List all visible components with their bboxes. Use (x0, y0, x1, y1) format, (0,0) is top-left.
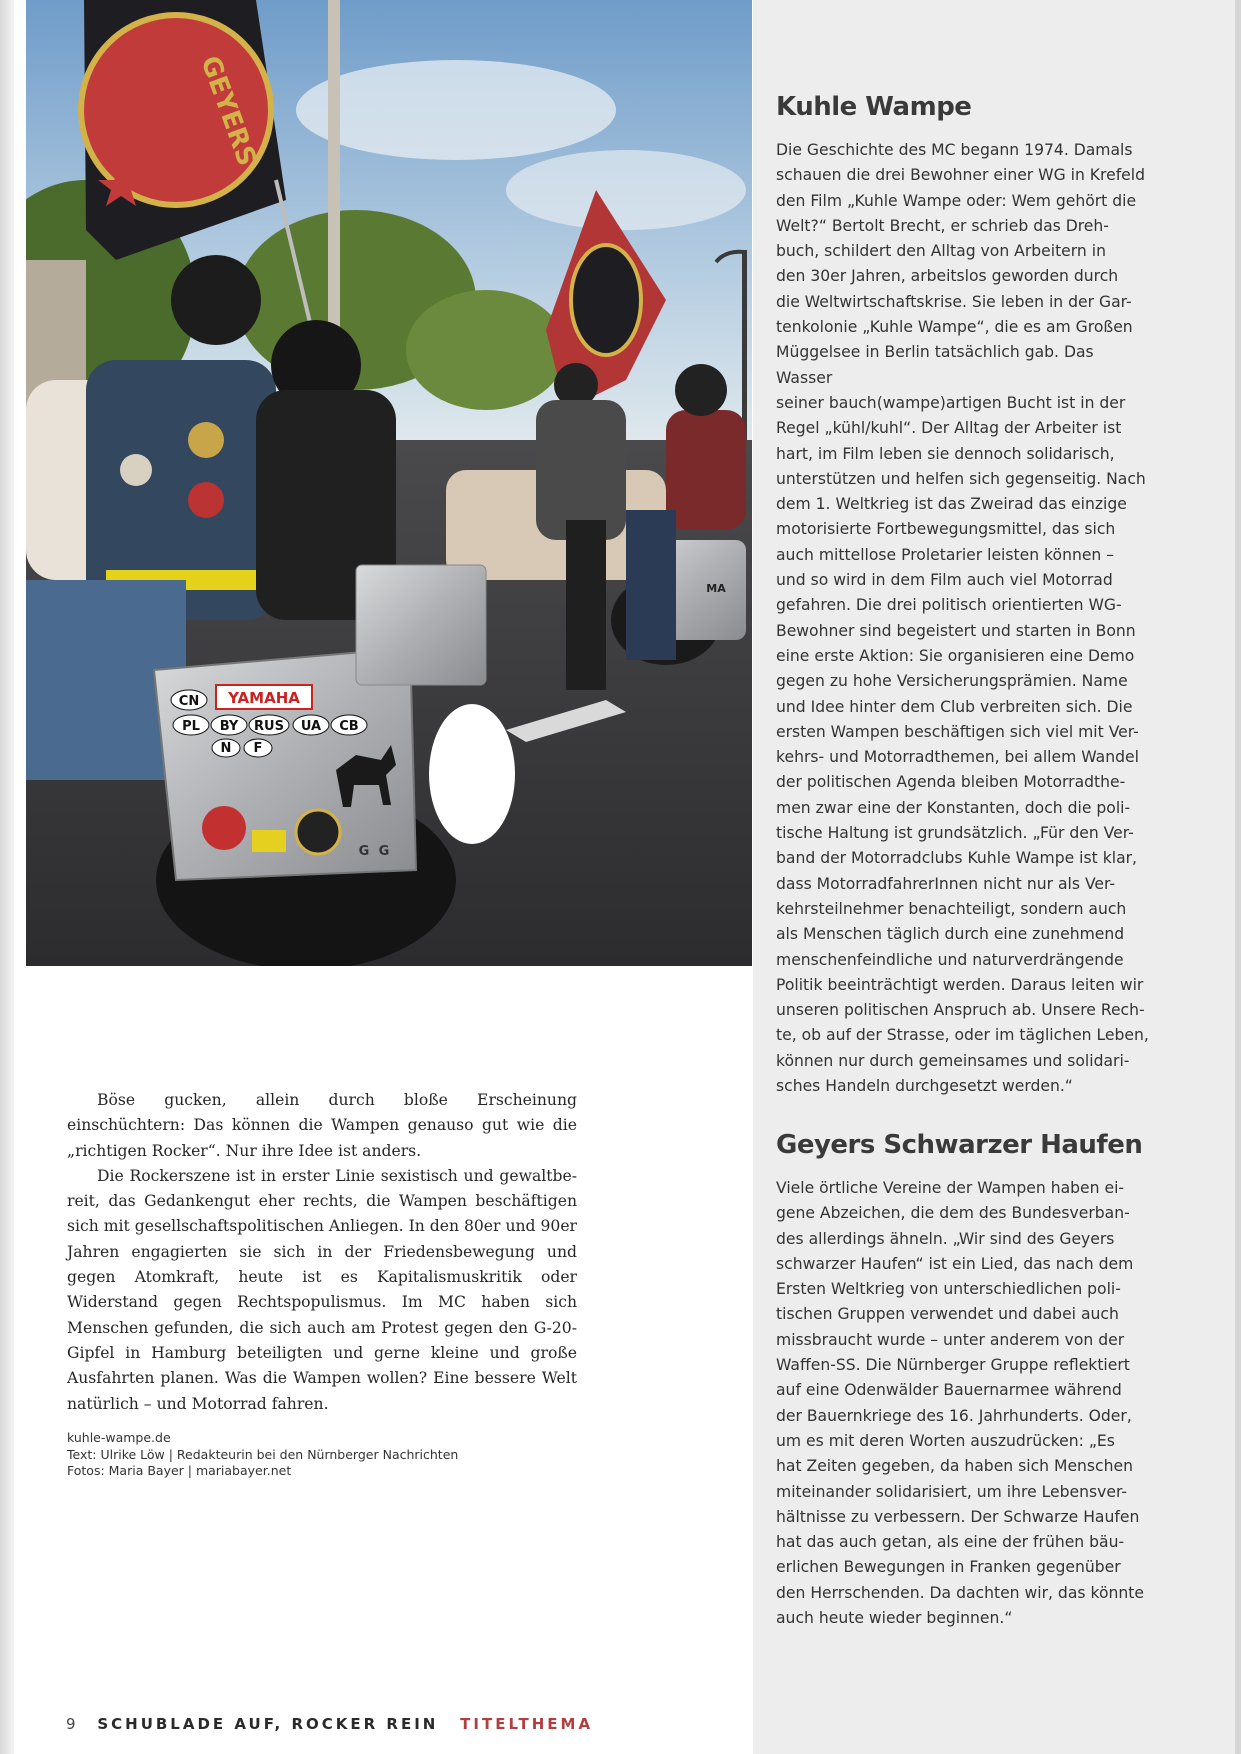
sidebar-line: sches Handeln durchgesetzt werden.“ (776, 1076, 1073, 1095)
box-sticker-g: G (378, 844, 390, 859)
pannier-lid (356, 565, 486, 685)
sidebar-edge (1235, 0, 1241, 1754)
sidebar-line: te, ob auf der Strasse, oder im täglichen Leben, (776, 1026, 1149, 1045)
rider-right-legs (626, 510, 676, 660)
box-sticker-yamaha: YAMAHA (228, 689, 300, 707)
rider-front-helmet (171, 255, 261, 345)
sidebar-line: gene Abzeichen, die dem des Bundesverban- (776, 1204, 1130, 1223)
sidebar-line: seiner bauch(wampe)artigen Bucht ist in der (776, 393, 1126, 412)
box-sticker (202, 806, 246, 850)
sidebar-line: dem 1. Weltkrieg ist das Zweirad das einzige (776, 495, 1127, 514)
sidebar-line: tischen Gruppen verwendet und dabei auch (776, 1305, 1119, 1324)
box-sticker-by: BY (219, 719, 239, 734)
sidebar-line: den Film „Kuhle Wampe oder: Wem gehört die (776, 191, 1137, 210)
sidebar-line: unseren politischen Anspruch ab. Unsere Rech- (776, 1001, 1145, 1020)
article-paragraph: Böse gucken, allein durch bloße Erscheinung einschüchtern: Das können die Wampen genauso gut wie die „richtigen Rocker“. Nur ihre Idee ist anders. (67, 1091, 577, 1160)
sidebar-line: motorisierte Fortbewegungsmittel, das sich (776, 520, 1116, 539)
credit-photos: Fotos: Maria Bayer | mariabayer.net (67, 1463, 292, 1478)
page-footer (66, 1715, 593, 1733)
sidebar-line: unterstützen und helfen sich gegenseitig. Nach (776, 469, 1146, 488)
sidebar-line: der politischen Agenda bleiben Motorradthe- (776, 773, 1126, 792)
sidebar-line: können nur durch gemeinsames und solidari- (776, 1051, 1130, 1070)
sidebar-line: schauen die drei Bewohner einer WG in Krefeld (776, 166, 1146, 185)
sidebar-line: um es mit deren Worten auszudrücken: „Es (776, 1431, 1115, 1450)
sidebar-heading-geyers: Geyers Schwarzer Haufen (776, 1130, 1143, 1160)
sidebar-line: hart, im Film leben sie dennoch solidarisch, (776, 444, 1115, 463)
sidebar-line: buch, schildert den Alltag von Arbeitern in (776, 242, 1106, 261)
sidebar-line: und so wird in dem Film auch viel Motorrad (776, 571, 1113, 590)
sidebar-line: band der Motorradclubs Kuhle Wampe ist klar, (776, 849, 1138, 868)
sidebar-line: eine erste Aktion: Sie organisieren eine Demo (776, 646, 1135, 665)
sidebar-line: tenkolonie „Kuhle Wampe“, die es am Großen (776, 318, 1133, 337)
sidebar-line: Regel „kühl/kuhl“. Der Alltag der Arbeiter ist (776, 419, 1122, 438)
rider-right-helmet (675, 364, 727, 416)
page-edge (0, 0, 14, 1754)
article-body (67, 1088, 577, 1417)
sidebar-line: den Herrschenden. Da dachten wir, das könnte (776, 1583, 1144, 1602)
sidebar-line: kehrsteilnehmer benachteiligt, sondern auch (776, 899, 1127, 918)
sidebar-line: hat das auch getan, als eine der frühen bäu- (776, 1533, 1125, 1552)
sidebar-line: Bewohner sind begeistert und starten in Bonn (776, 621, 1136, 640)
box-sticker-n: N (220, 741, 232, 756)
vest-patch (188, 482, 224, 518)
credit-website: kuhle-wampe.de (67, 1430, 171, 1445)
vest-patch (188, 422, 224, 458)
box-sticker (296, 810, 340, 854)
sidebar-line: den 30er Jahren, arbeitslos geworden durch (776, 267, 1119, 286)
sidebar-line: Waffen-SS. Die Nürnberger Gruppe reflektiert (776, 1356, 1130, 1375)
footer-section: TITELTHEMA (460, 1715, 594, 1733)
cloud (506, 150, 746, 230)
sidebar-line: der Bauernkriege des 16. Jahrhunderts. Oder, (776, 1406, 1132, 1425)
sidebar-line: Müggelsee in Berlin tatsächlich gab. Das Wasser (776, 343, 1094, 387)
sidebar-line: Welt?“ Bertolt Brecht, er schrieb das Dreh- (776, 216, 1109, 235)
sidebar-body-kuhle-wampe (776, 138, 1150, 1099)
box-sticker-ua: UA (300, 719, 322, 734)
flag-right-emblem (571, 245, 641, 355)
sidebar-line: als Menschen täglich durch eine zunehmend (776, 925, 1125, 944)
credit-text: Text: Ulrike Löw | Redakteurin bei den Nürnberger Nachrichten (67, 1446, 459, 1462)
box-sticker (252, 830, 286, 852)
sidebar-line: Die Geschichte des MC begann 1974. Damals (776, 141, 1133, 159)
box-sticker-cb: CB (339, 719, 359, 734)
sidebar-line: men zwar eine der Konstanten, doch die poli- (776, 798, 1131, 817)
sidebar-line: die Weltwirtschaftskrise. Sie leben in der Gar- (776, 292, 1132, 311)
sidebar-line: ersten Wampen beschäftigen sich viel mit Ver- (776, 722, 1139, 741)
rider-right-jacket (666, 410, 746, 530)
cloud (296, 60, 616, 160)
sidebar-line: Viele örtliche Vereine der Wampen haben ei- (776, 1179, 1125, 1197)
sidebar-line: auch heute wieder beginnen.“ (776, 1609, 1013, 1628)
sidebar-section-geyers (776, 1130, 1150, 1631)
sidebar-line: dass MotorradfahrerInnen nicht nur als Ver- (776, 874, 1116, 893)
box-sticker-pl: PL (182, 719, 200, 734)
sidebar-line: gegen zu hohe Versicherungsprämien. Name (776, 672, 1128, 691)
page-number: 9 (66, 1715, 76, 1733)
vest-patch (120, 454, 152, 486)
sidebar-line: und Idee hinter dem Club verbreiten sich. Die (776, 697, 1133, 716)
rider-mid-body (536, 400, 626, 540)
sidebar-line: menschenfeindliche und naturverdrängende (776, 950, 1124, 969)
box-sticker-rus: RUS (254, 719, 284, 734)
flag-left-text: GEYERS (194, 52, 262, 170)
sidebar-line: auf eine Odenwälder Bauernarmee während (776, 1381, 1122, 1400)
sidebar-line: miteinander solidarisiert, um ihre Lebensver- (776, 1482, 1127, 1501)
sidebar-line: schwarzer Haufen“ ist ein Lied, das nach dem (776, 1254, 1134, 1273)
sidebar-line: Politik beeinträchtigt werden. Daraus leiten wir (776, 975, 1144, 994)
photo-illustration (26, 0, 752, 966)
sidebar-line: missbraucht wurde – unter anderem von der (776, 1330, 1125, 1349)
motorcycle-photo (26, 0, 752, 966)
sidebar-line: gefahren. Die drei politisch orientierten WG- (776, 596, 1122, 615)
sidebar-body-geyers (776, 1176, 1150, 1631)
box-sticker-cn: CN (178, 694, 200, 709)
tree (406, 290, 566, 410)
article-credits (67, 1430, 458, 1480)
sidebar-line: erlichen Bewegungen in Franken gegenüber (776, 1558, 1121, 1577)
sidebar-section-kuhle-wampe (776, 92, 1150, 1099)
sidebar-line: auch mittellose Proletarier leisten können – (776, 545, 1115, 564)
redacted-patch (429, 704, 515, 844)
footer-kicker: SCHUBLADE AUF, ROCKER REIN (97, 1715, 439, 1733)
pole (328, 0, 340, 330)
box-sticker-f: F (253, 741, 263, 756)
sidebar-line: tische Haltung ist grundsätzlich. „Für den Ver- (776, 824, 1134, 843)
sidebar-line: Ersten Weltkrieg von unterschiedlichen poli- (776, 1280, 1121, 1299)
rider-mid-legs (566, 520, 606, 690)
article-paragraph: Die Rockerszene ist in erster Linie sexistisch und gewaltbereit, das Gedankengut eher rechts, die Wampen beschäftigen sich mit gesellschaftspolitischen Anliegen. In den 80er und 90er Jahren engagierten sie sich in der Friedensbewegung und gegen Atomkraft, heute ist es Kapitalismuskritik oder Widerstand gegen Rechtspopulismus. Im MC haben sich Menschen gefunden, die sich auch am Protest gegen den G-20-Gipfel in Hamburg beteiligten und gerne kleine und große Ausfahrten planen. Was die Wampen wollen? Eine bessere Welt natürlich – und Motorrad fahren. (67, 1166, 577, 1413)
sidebar-heading-kuhle-wampe: Kuhle Wampe (776, 92, 972, 122)
sidebar-line: hat Zeiten gegeben, da haben sich Menschen (776, 1457, 1133, 1476)
box-sticker-ma: MA (706, 582, 726, 595)
box-sticker-g: G (358, 844, 370, 859)
sidebar-line: hältnisse zu verbessern. Der Schwarze Haufen (776, 1507, 1140, 1526)
sidebar-line: kehrs- und Motorradthemen, bei allem Wandel (776, 748, 1139, 767)
sidebar-line: des allerdings ähneln. „Wir sind des Geyers (776, 1229, 1115, 1248)
